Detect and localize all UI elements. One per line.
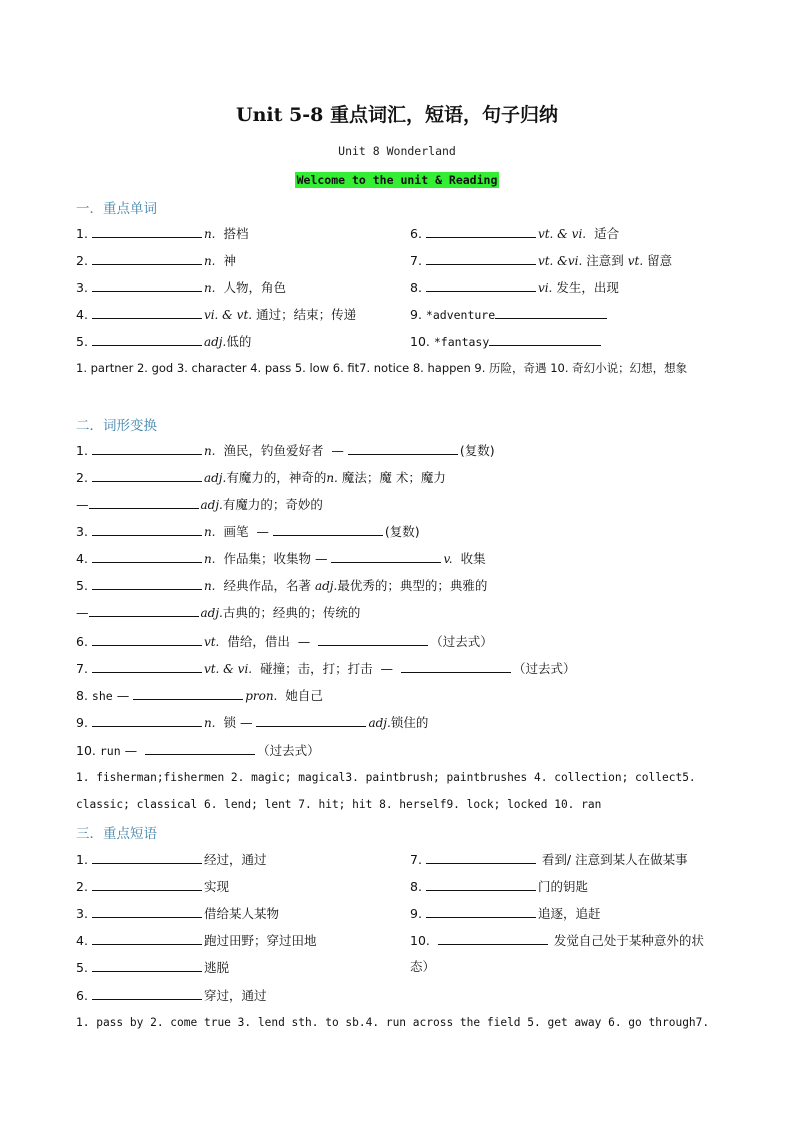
- form-row-5b: [76, 604, 360, 621]
- dash: —: [256, 524, 269, 539]
- form-row-4: [76, 550, 486, 567]
- item-number: 4.: [76, 551, 88, 566]
- part-of-speech: vi.: [537, 281, 553, 295]
- meaning: 碰撞；击，打；打击: [260, 661, 373, 676]
- answer-key-words: 1. partner 2. god 3. character 4. pass 5. low 6. fit7. notice 8. happen 9. 历险，奇遇 10. 奇幻小说；幻想，想象: [76, 361, 688, 375]
- answer-blank[interactable]: [92, 878, 202, 891]
- meaning: 最优秀的；典型的；典雅的: [337, 578, 488, 593]
- phrase-row-2: [76, 878, 229, 895]
- answer-blank[interactable]: [92, 550, 202, 563]
- meaning: 看到/ 注意到某人在做某事: [541, 852, 688, 867]
- meaning: 逃脱: [203, 960, 229, 975]
- item-number: 1.: [76, 852, 88, 867]
- dash: —: [124, 743, 138, 758]
- dash: —: [380, 661, 394, 676]
- form-hint: (复数): [459, 443, 495, 458]
- meaning: 她自己: [285, 688, 323, 703]
- phrase-row-9: [410, 905, 600, 922]
- vocab-word: *fantasy: [433, 335, 490, 349]
- meaning: 通过；结束；传递: [256, 307, 357, 322]
- dash: —: [239, 715, 253, 730]
- answer-blank[interactable]: [401, 660, 511, 673]
- part-of-speech: adj.: [203, 335, 227, 349]
- answer-blank[interactable]: [92, 905, 202, 918]
- form-row-2b: [76, 496, 323, 513]
- item-number: 1.: [76, 226, 88, 241]
- meaning: 态）: [410, 959, 436, 974]
- section-highlight-label: Welcome to the unit & Reading: [296, 173, 498, 187]
- word-row-6: [410, 225, 619, 242]
- answer-blank[interactable]: [426, 252, 536, 265]
- part-of-speech: n.: [203, 254, 216, 268]
- answer-blank[interactable]: [273, 523, 383, 536]
- item-number: 2.: [76, 253, 88, 268]
- meaning: 穿过，通过: [203, 988, 267, 1003]
- answer-blank[interactable]: [145, 742, 255, 755]
- answer-blank[interactable]: [92, 660, 202, 673]
- phrase-row-10: [410, 932, 704, 949]
- word-row-10: [410, 333, 603, 350]
- form-row-10: [76, 742, 320, 759]
- answer-blank[interactable]: [92, 987, 202, 1000]
- answer-blank[interactable]: [92, 851, 202, 864]
- form-row-6: [76, 633, 493, 650]
- phrase-row-3: [76, 905, 279, 922]
- meaning: 作品集；收集物: [223, 551, 311, 566]
- meaning: 古典的；经典的；传统的: [222, 605, 361, 620]
- item-number: 2.: [76, 470, 88, 485]
- page-title: Unit 5-8 重点词汇，短语，句子归纳: [236, 104, 558, 126]
- meaning: 搭档: [223, 226, 249, 241]
- form-row-1: [76, 442, 495, 459]
- answer-blank[interactable]: [92, 252, 202, 265]
- answer-key-phrases: 1. pass by 2. come true 3. lend sth. to sb.4. run across the field 5. get away 6. go through7.: [76, 1016, 710, 1029]
- meaning: 锁住的: [390, 715, 429, 730]
- answer-blank[interactable]: [426, 279, 536, 292]
- dash: —: [116, 688, 130, 703]
- phrase-row-1: [76, 851, 266, 868]
- meaning: 有魔力的，神奇的: [226, 470, 327, 485]
- answer-blank[interactable]: [92, 469, 202, 482]
- item-number: 5.: [76, 960, 88, 975]
- answer-blank[interactable]: [92, 633, 202, 646]
- word-row-3: [76, 279, 286, 296]
- meaning: 锁: [223, 715, 236, 730]
- item-number: 10.: [76, 743, 96, 758]
- word-row-2: [76, 252, 236, 269]
- dash: —: [314, 551, 328, 566]
- word-row-5: [76, 333, 251, 350]
- item-number: 10.: [410, 334, 430, 349]
- meaning: 收集: [460, 551, 486, 566]
- part-of-speech: adj.: [200, 606, 223, 620]
- meaning: 有魔力的；奇妙的: [222, 497, 323, 512]
- answer-blank[interactable]: [89, 496, 199, 509]
- meaning: 借给某人某物: [203, 906, 279, 921]
- part-of-speech: pron.: [245, 689, 278, 703]
- answer-key-word-forms: 1. fisherman;fishermen 2. magic; magical3. paintbrush; paintbrushes 4. collection; collect5. classic; classical 6. lend; lent 7. hit; hit 8. herself9. lock; locked 10. ran: [76, 771, 696, 811]
- part-of-speech: n.: [203, 281, 216, 295]
- meaning: 门的钥匙: [537, 879, 588, 894]
- part-of-speech: adj.: [200, 498, 223, 512]
- part-of-speech: n.: [203, 552, 216, 566]
- meaning: 适合: [594, 226, 620, 241]
- meaning: 低的: [226, 334, 252, 349]
- word-row-4: [76, 306, 356, 323]
- meaning: 发生，出现: [556, 280, 619, 295]
- part-of-speech: vt. & vi.: [203, 662, 253, 676]
- meaning: 实现: [203, 879, 229, 894]
- vocab-word: run: [99, 744, 121, 758]
- form-hint: (复数): [384, 524, 420, 539]
- item-number: 10.: [410, 933, 430, 948]
- phrase-row-5: [76, 959, 229, 976]
- answer-blank[interactable]: [92, 225, 202, 238]
- item-number: 5.: [76, 578, 88, 593]
- form-row-8: [76, 687, 323, 704]
- part-of-speech: n.: [203, 444, 216, 458]
- part-of-speech: vt. &vi.: [537, 254, 583, 268]
- item-number: 8.: [76, 688, 88, 703]
- item-number: 7.: [76, 661, 88, 676]
- answer-blank[interactable]: [92, 523, 202, 536]
- part-of-speech: vt. & vi.: [537, 227, 587, 241]
- section-heading-word-forms: 二．词形变换: [76, 418, 157, 434]
- item-number: 3.: [76, 906, 88, 921]
- item-number: 9.: [410, 906, 422, 921]
- part-of-speech: v.: [443, 552, 453, 566]
- part-of-speech: adj.: [314, 579, 338, 593]
- meaning: 跑过田野；穿过田地: [203, 933, 317, 948]
- part-of-speech: n.: [203, 579, 216, 593]
- answer-blank[interactable]: [331, 550, 441, 563]
- phrase-row-6: [76, 987, 266, 1004]
- form-row-3: [76, 523, 420, 540]
- form-row-2: [76, 469, 446, 486]
- answer-blank[interactable]: [426, 225, 536, 238]
- part-of-speech: adj.: [368, 716, 391, 730]
- vocab-word: *adventure: [425, 308, 496, 322]
- part-of-speech: vt.: [203, 635, 220, 649]
- answer-blank[interactable]: [92, 932, 202, 945]
- meaning: 魔法；魔 术；魔力: [341, 470, 446, 485]
- form-hint: （过去式）: [430, 634, 493, 649]
- answer-blank[interactable]: [92, 333, 202, 346]
- word-row-1: [76, 225, 248, 242]
- dash: —: [76, 605, 89, 620]
- phrase-row-8: [410, 878, 588, 895]
- form-row-5: [76, 577, 487, 594]
- answer-blank[interactable]: [92, 714, 202, 727]
- meaning: 渔民，钓鱼爱好者: [223, 443, 324, 458]
- unit-subtitle: Unit 8 Wonderland: [338, 144, 456, 158]
- part-of-speech: vi. & vt.: [203, 308, 253, 322]
- item-number: 3.: [76, 524, 88, 539]
- phrase-row-4: [76, 932, 316, 949]
- form-hint: （过去式）: [513, 661, 576, 676]
- dash: —: [76, 497, 89, 512]
- dash: —: [331, 443, 344, 458]
- meaning: 发觉自己处于某种意外的状: [553, 933, 704, 948]
- answer-blank[interactable]: [92, 306, 202, 319]
- section-heading-key-phrases: 三．重点短语: [76, 826, 157, 842]
- meaning: 注意到: [586, 253, 624, 268]
- answer-blank[interactable]: [256, 714, 366, 727]
- item-number: 1.: [76, 443, 88, 458]
- answer-blank[interactable]: [92, 959, 202, 972]
- item-number: 2.: [76, 879, 88, 894]
- item-number: 7.: [410, 253, 422, 268]
- answer-blank[interactable]: [489, 333, 601, 346]
- meaning: 留意: [647, 253, 673, 268]
- form-row-7: [76, 660, 576, 677]
- part-of-speech: n.: [203, 716, 216, 730]
- item-number: 4.: [76, 933, 88, 948]
- item-number: 6.: [76, 634, 88, 649]
- item-number: 6.: [410, 226, 422, 241]
- word-row-8: [410, 279, 619, 296]
- answer-blank[interactable]: [438, 932, 548, 945]
- answer-blank[interactable]: [92, 577, 202, 590]
- meaning: 经过，通过: [203, 852, 267, 867]
- answer-blank[interactable]: [92, 279, 202, 292]
- form-row-9: [76, 714, 428, 731]
- meaning: 借给，借出: [227, 634, 290, 649]
- item-number: 5.: [76, 334, 88, 349]
- meaning: 追逐，追赶: [537, 906, 601, 921]
- word-row-9: [410, 306, 609, 323]
- item-number: 8.: [410, 879, 422, 894]
- part-of-speech: n.: [326, 471, 338, 485]
- meaning: 神: [223, 253, 236, 268]
- item-number: 8.: [410, 280, 422, 295]
- item-number: 9.: [76, 715, 88, 730]
- item-number: 9.: [410, 307, 422, 322]
- item-number: 7.: [410, 852, 422, 867]
- meaning: 画笔: [223, 524, 249, 539]
- answer-blank[interactable]: [426, 851, 536, 864]
- phrase-row-10-cont: [410, 959, 435, 975]
- item-number: 4.: [76, 307, 88, 322]
- phrase-row-7: [410, 851, 688, 868]
- answer-blank[interactable]: [92, 442, 202, 455]
- part-of-speech: n.: [203, 227, 216, 241]
- answer-blank[interactable]: [133, 687, 243, 700]
- part-of-speech: vt.: [627, 254, 644, 268]
- form-hint: （过去式）: [257, 743, 320, 758]
- answer-blank[interactable]: [426, 878, 536, 891]
- meaning: 经典作品，名著: [223, 578, 311, 593]
- word-row-7: [410, 252, 672, 269]
- item-number: 6.: [76, 988, 88, 1003]
- answer-blank[interactable]: [426, 905, 536, 918]
- answer-blank[interactable]: [348, 442, 458, 455]
- meaning: 人物，角色: [223, 280, 286, 295]
- answer-blank[interactable]: [318, 633, 428, 646]
- part-of-speech: n.: [203, 525, 216, 539]
- answer-blank[interactable]: [89, 604, 199, 617]
- vocab-word: she: [91, 689, 113, 703]
- highlight-wrap: [0, 169, 794, 188]
- part-of-speech: adj.: [203, 471, 227, 485]
- section-heading-key-words: 一．重点单词: [76, 201, 157, 217]
- item-number: 3.: [76, 280, 88, 295]
- dash: —: [297, 634, 311, 649]
- answer-blank[interactable]: [495, 306, 607, 319]
